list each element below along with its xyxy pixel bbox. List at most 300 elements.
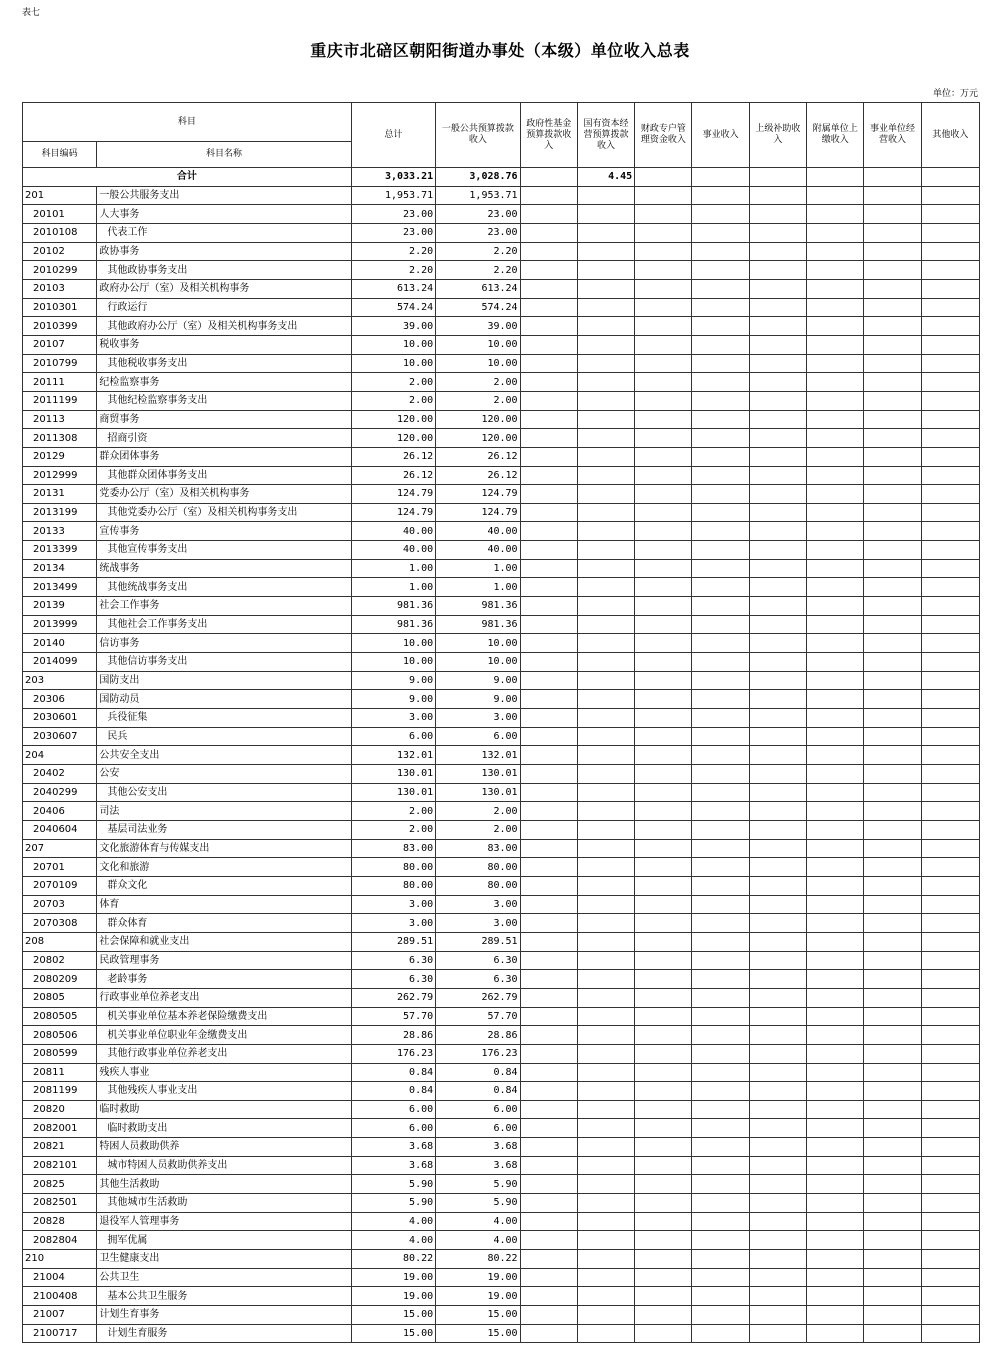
- empty-cell: [577, 1138, 634, 1157]
- subject-code: 20102: [23, 242, 97, 261]
- empty-cell: [749, 597, 806, 616]
- value-general-budget: 130.01: [436, 765, 520, 784]
- empty-cell: [635, 783, 692, 802]
- table-row: [23, 988, 980, 1007]
- empty-cell: [807, 634, 864, 653]
- subject-code: 2081199: [23, 1082, 97, 1101]
- value-general-budget: 613.24: [436, 279, 520, 298]
- subject-code: 2010399: [23, 317, 97, 336]
- value-general-budget: 2.00: [436, 391, 520, 410]
- value-total: 23.00: [351, 223, 435, 242]
- table-row: [23, 802, 980, 821]
- subject-name: 公共安全支出: [97, 746, 351, 765]
- empty-cell: [864, 503, 921, 522]
- empty-cell: [635, 354, 692, 373]
- empty-cell: [635, 335, 692, 354]
- subject-name: 残疾人事业: [97, 1063, 351, 1082]
- value-total: 3.00: [351, 709, 435, 728]
- subject-code: 2070109: [23, 876, 97, 895]
- empty-cell: [635, 261, 692, 280]
- subject-code: 20805: [23, 988, 97, 1007]
- empty-cell: [635, 223, 692, 242]
- empty-cell: [864, 1100, 921, 1119]
- value-general-budget: 40.00: [436, 541, 520, 560]
- empty-cell: [749, 1250, 806, 1269]
- empty-cell: [749, 186, 806, 205]
- empty-cell: [864, 597, 921, 616]
- empty-cell: [749, 485, 806, 504]
- empty-cell: [520, 690, 577, 709]
- empty-cell: [807, 615, 864, 634]
- empty-cell: [520, 783, 577, 802]
- subject-name: 社会工作事务: [97, 597, 351, 616]
- value-total: 2.00: [351, 820, 435, 839]
- subject-name: 社会保障和就业支出: [97, 932, 351, 951]
- empty-cell: [577, 1306, 634, 1325]
- table-row: [23, 1100, 980, 1119]
- subject-name: 拥军优属: [97, 1231, 351, 1250]
- empty-cell: [749, 522, 806, 541]
- empty-cell: [520, 1156, 577, 1175]
- empty-cell: [692, 671, 749, 690]
- value-general-budget: 289.51: [436, 932, 520, 951]
- empty-cell: [692, 559, 749, 578]
- empty-cell: [749, 279, 806, 298]
- empty-cell: [749, 1100, 806, 1119]
- empty-cell: [749, 1156, 806, 1175]
- empty-cell: [864, 1082, 921, 1101]
- table-row: [23, 951, 980, 970]
- empty-cell: [749, 1268, 806, 1287]
- empty-cell: [520, 1268, 577, 1287]
- empty-cell: [635, 802, 692, 821]
- empty-cell: [864, 746, 921, 765]
- empty-cell: [864, 634, 921, 653]
- value-general-budget: 3.00: [436, 895, 520, 914]
- value-total: 40.00: [351, 522, 435, 541]
- empty-cell: [577, 988, 634, 1007]
- subject-name: 其他公安支出: [97, 783, 351, 802]
- subject-name: 计划生育事务: [97, 1306, 351, 1325]
- empty-cell: [692, 914, 749, 933]
- value-total: 2.00: [351, 802, 435, 821]
- empty-cell: [864, 690, 921, 709]
- table-row: [23, 653, 980, 672]
- empty-cell: [864, 391, 921, 410]
- empty-cell: [807, 671, 864, 690]
- table-row: [23, 1194, 980, 1213]
- subject-name: 商贸事务: [97, 410, 351, 429]
- subject-code: 2070308: [23, 914, 97, 933]
- empty-cell: [921, 1119, 979, 1138]
- value-total: 981.36: [351, 615, 435, 634]
- empty-cell: [864, 1119, 921, 1138]
- empty-cell: [692, 970, 749, 989]
- subject-name: 其他信访事务支出: [97, 653, 351, 672]
- empty-cell: [807, 1007, 864, 1026]
- value-total: 6.00: [351, 1119, 435, 1138]
- empty-cell: [577, 317, 634, 336]
- empty-cell: [749, 970, 806, 989]
- empty-cell: [807, 1268, 864, 1287]
- subject-name: 其他纪检监察事务支出: [97, 391, 351, 410]
- empty-cell: [749, 690, 806, 709]
- value-total: 6.30: [351, 951, 435, 970]
- empty-cell: [921, 690, 979, 709]
- empty-cell: [577, 559, 634, 578]
- empty-cell: [749, 466, 806, 485]
- empty-cell: [864, 1026, 921, 1045]
- table-row: [23, 1007, 980, 1026]
- empty-cell: [921, 373, 979, 392]
- subject-code: 2080506: [23, 1026, 97, 1045]
- value-total: 613.24: [351, 279, 435, 298]
- value-total: 2.00: [351, 391, 435, 410]
- table-row: [23, 391, 980, 410]
- empty-cell: [635, 298, 692, 317]
- value-general-budget: 6.00: [436, 1100, 520, 1119]
- empty-cell: [635, 951, 692, 970]
- empty-cell: [921, 541, 979, 560]
- subject-name: 基层司法业务: [97, 820, 351, 839]
- empty-cell: [692, 1100, 749, 1119]
- subject-code: 2082501: [23, 1194, 97, 1213]
- value-total: 5.90: [351, 1175, 435, 1194]
- empty-cell: [520, 615, 577, 634]
- empty-cell: [520, 1138, 577, 1157]
- empty-cell: [577, 597, 634, 616]
- empty-cell: [749, 1138, 806, 1157]
- subject-name: 代表工作: [97, 223, 351, 242]
- empty-cell: [577, 1063, 634, 1082]
- empty-cell: [577, 279, 634, 298]
- table-row: [23, 503, 980, 522]
- empty-cell: [921, 615, 979, 634]
- empty-cell: [577, 410, 634, 429]
- subject-name: 退役军人管理事务: [97, 1212, 351, 1231]
- table-row: [23, 820, 980, 839]
- empty-cell: [692, 298, 749, 317]
- empty-cell: [520, 820, 577, 839]
- empty-cell: [577, 503, 634, 522]
- empty-cell: [807, 1156, 864, 1175]
- empty-cell: [749, 335, 806, 354]
- empty-cell: [635, 671, 692, 690]
- empty-cell: [807, 1194, 864, 1213]
- empty-cell: [921, 559, 979, 578]
- empty-cell: [749, 914, 806, 933]
- empty-cell: [921, 354, 979, 373]
- table-row: [23, 1287, 980, 1306]
- empty-cell: [921, 1231, 979, 1250]
- empty-cell: [921, 1212, 979, 1231]
- value-general-budget: 6.30: [436, 970, 520, 989]
- table-row: [23, 1306, 980, 1325]
- subject-name: 特困人员救助供养: [97, 1138, 351, 1157]
- empty-cell: [692, 1324, 749, 1343]
- empty-cell: [692, 709, 749, 728]
- subject-code: 2080505: [23, 1007, 97, 1026]
- value-general-budget: 23.00: [436, 205, 520, 224]
- table-row: [23, 279, 980, 298]
- empty-cell: [692, 466, 749, 485]
- subject-name: 招商引资: [97, 429, 351, 448]
- subject-code: 201: [23, 186, 97, 205]
- empty-cell: [635, 727, 692, 746]
- empty-cell: [520, 503, 577, 522]
- empty-cell: [807, 410, 864, 429]
- empty-cell: [635, 1306, 692, 1325]
- value-total: 1,953.71: [351, 186, 435, 205]
- table-row: [23, 410, 980, 429]
- subject-code: 2100408: [23, 1287, 97, 1306]
- value-total: 120.00: [351, 429, 435, 448]
- empty-cell: [692, 354, 749, 373]
- subject-name: 临时救助支出: [97, 1119, 351, 1138]
- empty-cell: [635, 541, 692, 560]
- table-row: [23, 466, 980, 485]
- value-general-budget: 80.22: [436, 1250, 520, 1269]
- empty-cell: [864, 1044, 921, 1063]
- empty-cell: [864, 410, 921, 429]
- empty-cell: [692, 373, 749, 392]
- header-name: 科目名称: [97, 142, 351, 168]
- subject-code: 2080599: [23, 1044, 97, 1063]
- value-general-budget: 5.90: [436, 1194, 520, 1213]
- value-general-budget: 2.20: [436, 261, 520, 280]
- empty-cell: [807, 727, 864, 746]
- value-general-budget: 10.00: [436, 335, 520, 354]
- empty-cell: [692, 653, 749, 672]
- value-general-budget: 39.00: [436, 317, 520, 336]
- header-total: 总计: [351, 103, 435, 168]
- empty-cell: [864, 802, 921, 821]
- empty-cell: [692, 597, 749, 616]
- value-total: 40.00: [351, 541, 435, 560]
- total-fund: [520, 168, 577, 187]
- empty-cell: [520, 858, 577, 877]
- empty-cell: [807, 1100, 864, 1119]
- subject-name: 其他社会工作事务支出: [97, 615, 351, 634]
- subject-code: 2010301: [23, 298, 97, 317]
- empty-cell: [692, 1287, 749, 1306]
- empty-cell: [864, 466, 921, 485]
- empty-cell: [577, 746, 634, 765]
- value-general-budget: 3.00: [436, 709, 520, 728]
- value-general-budget: 5.90: [436, 1175, 520, 1194]
- subject-code: 2010799: [23, 354, 97, 373]
- empty-cell: [864, 1306, 921, 1325]
- empty-cell: [520, 447, 577, 466]
- empty-cell: [749, 653, 806, 672]
- empty-cell: [921, 895, 979, 914]
- empty-cell: [749, 391, 806, 410]
- empty-cell: [577, 671, 634, 690]
- value-general-budget: 2.00: [436, 802, 520, 821]
- value-general-budget: 120.00: [436, 410, 520, 429]
- empty-cell: [749, 410, 806, 429]
- empty-cell: [635, 1119, 692, 1138]
- empty-cell: [921, 1287, 979, 1306]
- empty-cell: [749, 261, 806, 280]
- value-general-budget: 2.00: [436, 820, 520, 839]
- subject-code: 2010108: [23, 223, 97, 242]
- empty-cell: [520, 895, 577, 914]
- empty-cell: [577, 634, 634, 653]
- subject-name: 文化旅游体育与传媒支出: [97, 839, 351, 858]
- value-general-budget: 26.12: [436, 447, 520, 466]
- empty-cell: [577, 429, 634, 448]
- empty-cell: [921, 634, 979, 653]
- header-gov-fund: 政府性基金预算拨款收入: [520, 103, 577, 168]
- table-row: [23, 559, 980, 578]
- empty-cell: [807, 1175, 864, 1194]
- subject-name: 其他税收事务支出: [97, 354, 351, 373]
- empty-cell: [577, 1100, 634, 1119]
- subject-name: 民兵: [97, 727, 351, 746]
- empty-cell: [864, 932, 921, 951]
- empty-cell: [577, 1324, 634, 1343]
- total-sum: 3,033.21: [351, 168, 435, 187]
- subject-name: 行政事业单位养老支出: [97, 988, 351, 1007]
- table-row: [23, 709, 980, 728]
- value-total: 2.20: [351, 242, 435, 261]
- value-total: 26.12: [351, 466, 435, 485]
- empty-cell: [807, 298, 864, 317]
- value-total: 80.22: [351, 1250, 435, 1269]
- subject-name: 政府办公厅（室）及相关机构事务: [97, 279, 351, 298]
- empty-cell: [635, 820, 692, 839]
- value-general-budget: 23.00: [436, 223, 520, 242]
- empty-cell: [921, 429, 979, 448]
- empty-cell: [520, 1212, 577, 1231]
- subject-code: 2012999: [23, 466, 97, 485]
- empty-cell: [692, 895, 749, 914]
- subject-name: 统战事务: [97, 559, 351, 578]
- empty-cell: [921, 335, 979, 354]
- value-total: 10.00: [351, 354, 435, 373]
- empty-cell: [749, 1175, 806, 1194]
- table-row: [23, 1324, 980, 1343]
- value-general-budget: 26.12: [436, 466, 520, 485]
- table-row: [23, 1063, 980, 1082]
- empty-cell: [577, 1268, 634, 1287]
- empty-cell: [635, 317, 692, 336]
- table-row: [23, 335, 980, 354]
- empty-cell: [807, 186, 864, 205]
- empty-cell: [635, 279, 692, 298]
- empty-cell: [692, 1268, 749, 1287]
- empty-cell: [864, 1156, 921, 1175]
- empty-cell: [520, 1100, 577, 1119]
- empty-cell: [577, 522, 634, 541]
- value-general-budget: 120.00: [436, 429, 520, 448]
- empty-cell: [635, 1138, 692, 1157]
- empty-cell: [749, 671, 806, 690]
- empty-cell: [807, 429, 864, 448]
- empty-cell: [635, 988, 692, 1007]
- empty-cell: [692, 988, 749, 1007]
- empty-cell: [577, 653, 634, 672]
- value-total: 10.00: [351, 634, 435, 653]
- empty-cell: [577, 765, 634, 784]
- empty-cell: [577, 1026, 634, 1045]
- table-row: [23, 914, 980, 933]
- empty-cell: [749, 932, 806, 951]
- table-row: [23, 429, 980, 448]
- empty-cell: [635, 205, 692, 224]
- empty-cell: [635, 1231, 692, 1250]
- subject-name: 民政管理事务: [97, 951, 351, 970]
- empty-cell: [921, 1324, 979, 1343]
- empty-cell: [520, 1287, 577, 1306]
- empty-cell: [692, 1231, 749, 1250]
- subject-code: 2013199: [23, 503, 97, 522]
- empty-cell: [577, 932, 634, 951]
- subject-name: 政协事务: [97, 242, 351, 261]
- value-general-budget: 176.23: [436, 1044, 520, 1063]
- empty-cell: [577, 335, 634, 354]
- value-total: 80.00: [351, 858, 435, 877]
- empty-cell: [692, 447, 749, 466]
- empty-cell: [749, 447, 806, 466]
- empty-cell: [692, 1007, 749, 1026]
- total-state-capital: 4.45: [577, 168, 634, 187]
- value-general-budget: 28.86: [436, 1026, 520, 1045]
- empty-cell: [520, 1063, 577, 1082]
- empty-cell: [864, 1324, 921, 1343]
- empty-cell: [577, 727, 634, 746]
- empty-cell: [692, 1194, 749, 1213]
- empty-cell: [692, 1212, 749, 1231]
- table-row: [23, 298, 980, 317]
- empty-cell: [807, 1082, 864, 1101]
- empty-cell: [807, 914, 864, 933]
- empty-cell: [807, 335, 864, 354]
- table-row: [23, 1156, 980, 1175]
- empty-cell: [864, 429, 921, 448]
- empty-cell: [692, 279, 749, 298]
- table-row: [23, 671, 980, 690]
- empty-cell: [807, 951, 864, 970]
- empty-cell: [692, 242, 749, 261]
- value-general-budget: 1.00: [436, 559, 520, 578]
- empty-cell: [635, 429, 692, 448]
- empty-cell: [577, 709, 634, 728]
- header-general-budget: 一般公共预算拨款收入: [436, 103, 520, 168]
- empty-cell: [749, 373, 806, 392]
- empty-cell: [692, 1156, 749, 1175]
- empty-cell: [749, 559, 806, 578]
- empty-cell: [520, 634, 577, 653]
- subject-name: 群众团体事务: [97, 447, 351, 466]
- empty-cell: [577, 1119, 634, 1138]
- income-summary-table: [22, 102, 980, 1343]
- empty-cell: [864, 578, 921, 597]
- table-row: [23, 1119, 980, 1138]
- empty-cell: [921, 970, 979, 989]
- empty-cell: [577, 447, 634, 466]
- empty-cell: [807, 317, 864, 336]
- empty-cell: [749, 429, 806, 448]
- empty-cell: [921, 746, 979, 765]
- empty-cell: [520, 373, 577, 392]
- empty-cell: [635, 1044, 692, 1063]
- table-row: [23, 485, 980, 504]
- empty-cell: [749, 1212, 806, 1231]
- empty-cell: [864, 261, 921, 280]
- subject-code: 2082101: [23, 1156, 97, 1175]
